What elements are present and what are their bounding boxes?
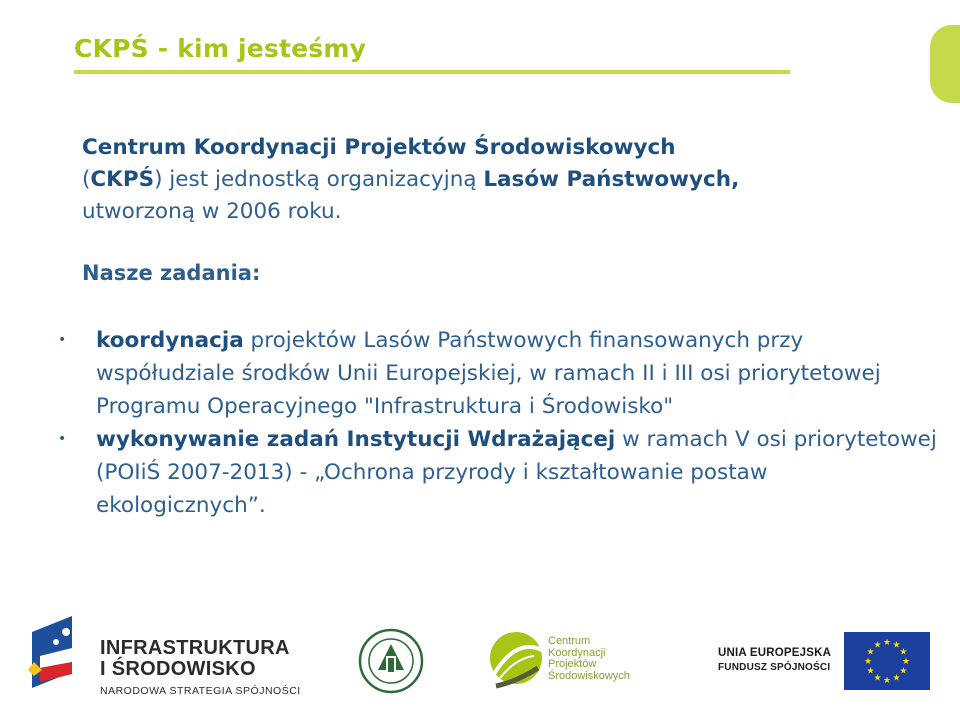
tasks-heading: Nasze zadania:: [82, 261, 261, 285]
eu-star-icon: ★: [892, 673, 901, 684]
corner-decoration: [930, 25, 960, 103]
eu-star-icon: ★: [899, 666, 908, 677]
ue-line-2: FUNDUSZ SPÓJNOŚCI: [718, 662, 831, 673]
org-abbr: CKPŚ: [90, 167, 155, 192]
eu-star-icon: ★: [863, 657, 873, 667]
eu-star-icon: ★: [866, 647, 875, 658]
unia-europejska-logo: [714, 630, 934, 692]
founded-text: utworzoną w 2006 roku.: [82, 199, 342, 224]
title-underline: [74, 70, 790, 74]
eu-flag-icon: [844, 632, 930, 690]
intro-text: ) jest jednostką organizacyjną: [154, 167, 484, 192]
task-bold: koordynacja: [96, 328, 244, 353]
eu-star-icon: ★: [892, 640, 901, 651]
lp-emblem-icon: [358, 628, 424, 694]
list-item: [58, 423, 938, 522]
task-list: [58, 324, 938, 522]
task-bold: wykonywanie zadań Instytucji Wdrażającej: [96, 427, 616, 452]
ifs-emblem-icon: [26, 612, 88, 700]
eu-star-icon: ★: [901, 657, 911, 667]
ckps-logo: [486, 628, 666, 694]
ifs-line-2: I ŚRODOWISKO: [100, 658, 256, 680]
bullet-icon: •: [58, 332, 67, 348]
task-text: projektów Lasów Państwowych finansowanych przy współudziale środków Unii Europejskiej, w ramach II i III osi priorytetowej Programu Operacyjnego "Infrastruktura i Środowisko": [96, 328, 881, 419]
bullet-icon: •: [58, 431, 67, 447]
eu-star-icon: ★: [899, 647, 908, 658]
org-name: Centrum Koordynacji Projektów Środowiskowych: [82, 135, 676, 160]
ckps-line-4: Środowiskowych: [548, 669, 630, 682]
intro-paragraph: [82, 132, 942, 228]
ckps-line-1: Centrum: [548, 635, 591, 647]
parent-org: Lasów Państwowych,: [483, 167, 740, 192]
ifs-line-1: INFRASTRUKTURA: [100, 637, 290, 659]
abbr-open: (: [82, 167, 91, 192]
eu-star-icon: ★: [873, 673, 882, 684]
lasy-panstwowe-logo: [358, 628, 424, 694]
ue-line-1: UNIA EUROPEJSKA: [718, 647, 832, 659]
eu-star-icon: ★: [882, 638, 892, 648]
ckps-leaf-icon: [486, 628, 546, 694]
infrastruktura-srodowisko-logo: [26, 612, 326, 700]
eu-star-icon: ★: [882, 676, 892, 686]
eu-star-icon: ★: [866, 666, 875, 677]
task-text: w ramach V osi priorytetowej (POIiŚ 2007-2013) - „Ochrona przyrody i kształtowanie postaw ekologicznych”.: [96, 427, 937, 518]
ckps-line-3: Projektów: [548, 658, 597, 670]
page-title: CKPŚ - kim jesteśmy: [74, 34, 367, 63]
ifs-line-3: NARODOWA STRATEGIA SPÓJNOŚCI: [100, 685, 301, 697]
list-item: [58, 324, 938, 423]
eu-star-icon: ★: [873, 640, 882, 651]
ckps-line-2: Koordynacji: [548, 646, 606, 659]
